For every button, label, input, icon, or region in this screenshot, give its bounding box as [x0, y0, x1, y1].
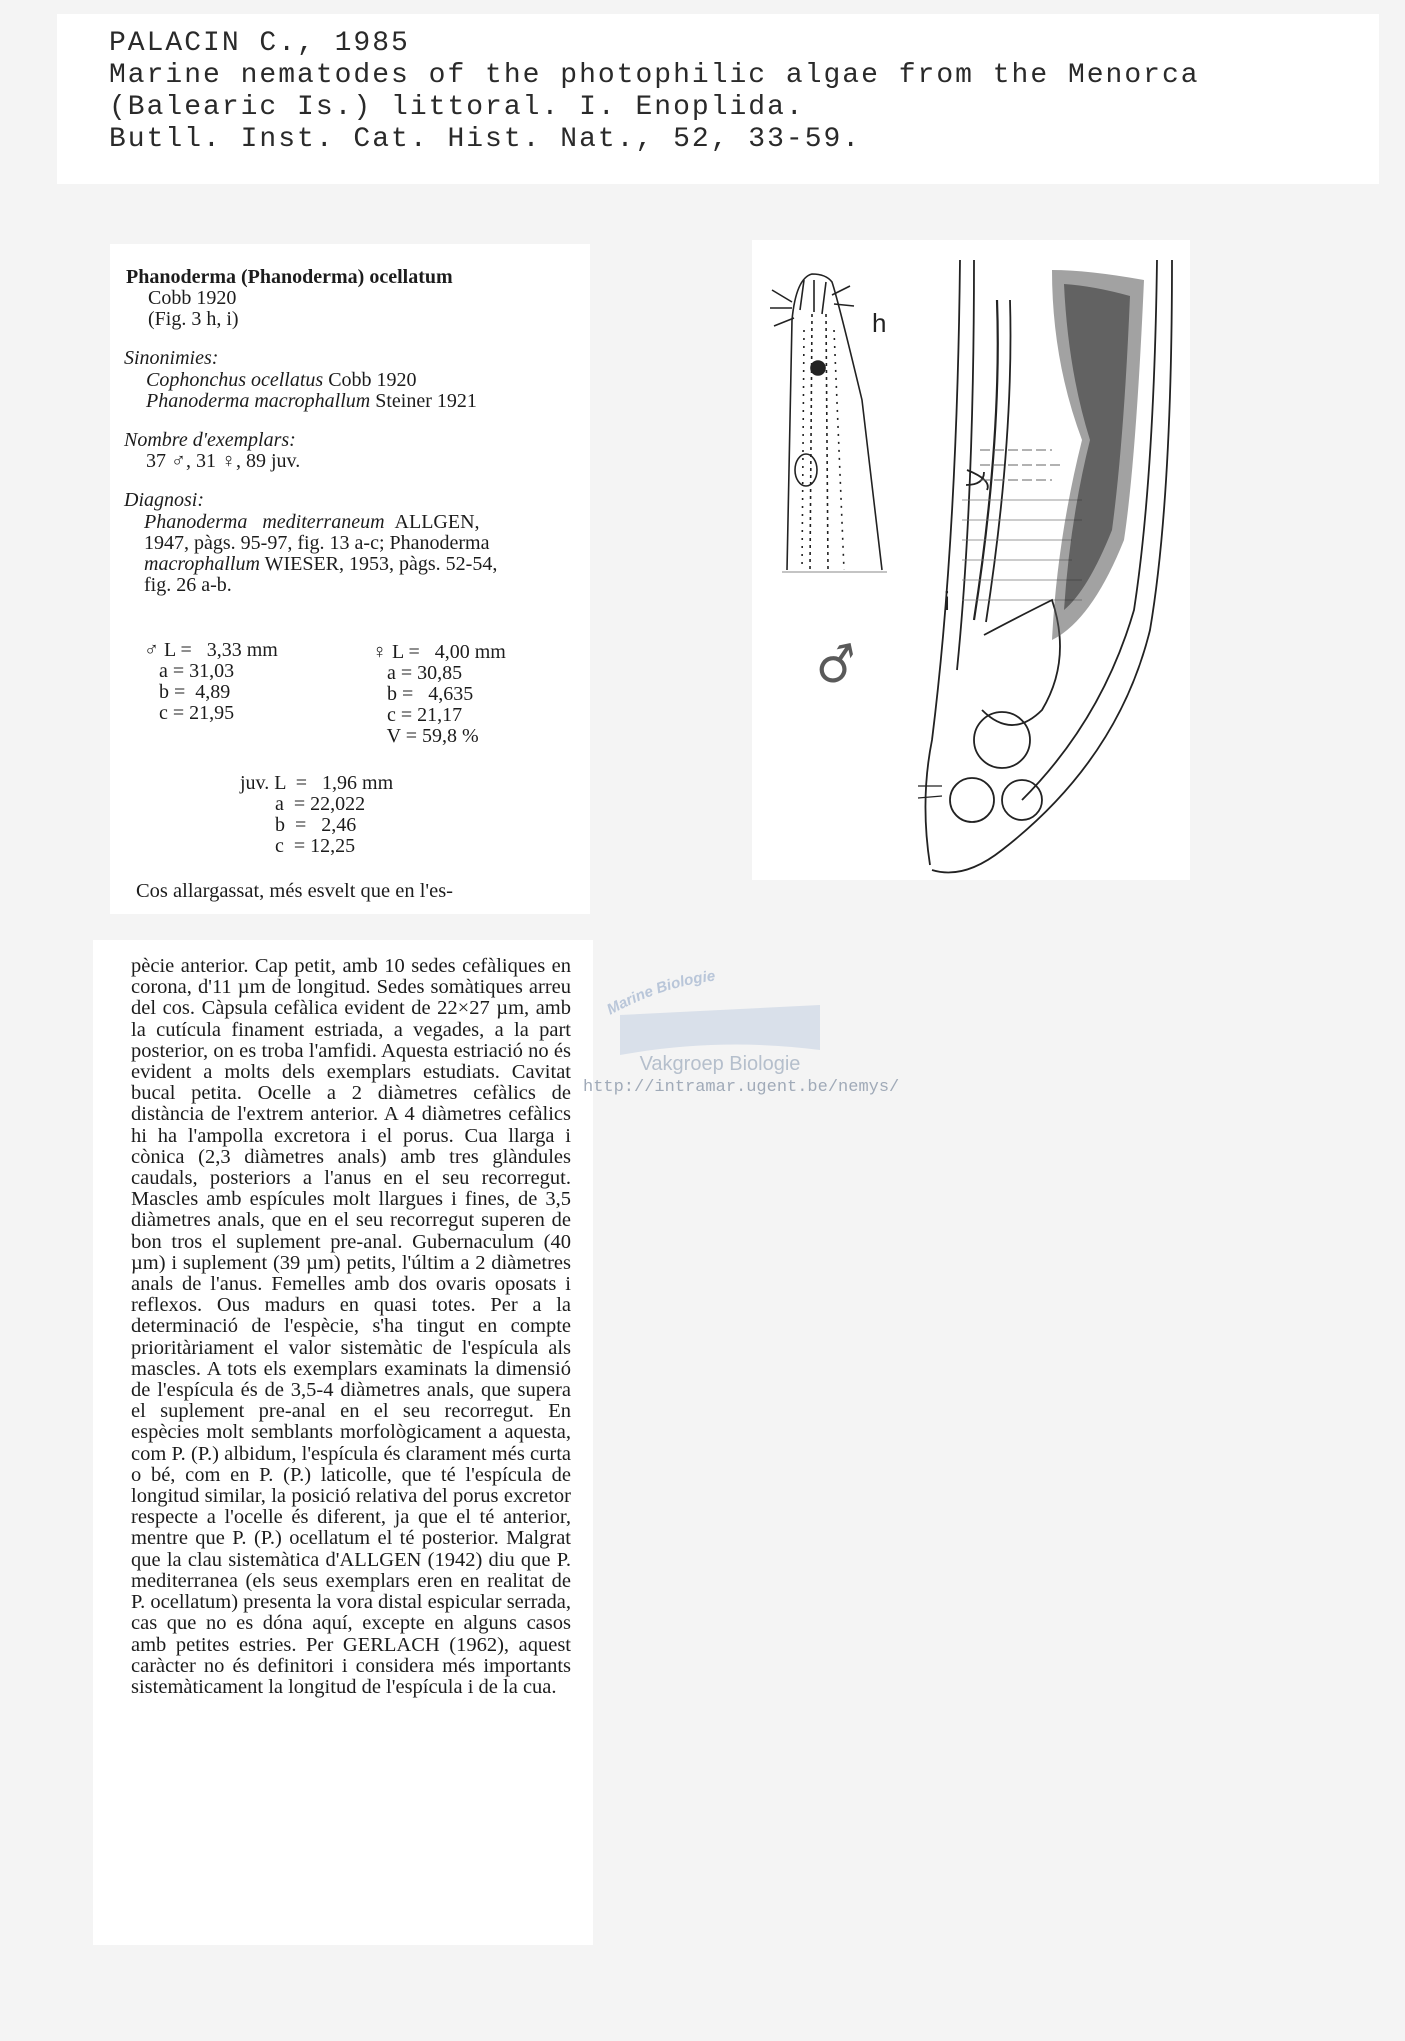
species-author: Cobb 1920	[148, 287, 237, 309]
citation-title-1: Marine nematodes of the photophilic algae from the Menorca	[109, 60, 1200, 91]
watermark-url: http://intramar.ugent.be/nemys/	[583, 1078, 900, 1097]
description-clipping	[93, 940, 593, 1945]
female-c: c = 21,17	[372, 704, 463, 726]
juv-c: c = 12,25	[240, 835, 356, 857]
citation-header	[57, 14, 1379, 184]
female-a: a = 30,85	[372, 662, 463, 684]
diagnosis-heading: Diagnosi:	[124, 489, 204, 511]
synonyms-heading: Sinonimies:	[124, 347, 219, 369]
watermark-arc-text: Marine Biologie	[604, 967, 717, 1019]
male-L: ♂ L = 3,33 mm	[144, 639, 278, 661]
specimens-heading: Nombre d'exemplars:	[124, 429, 296, 451]
figure-label-i: i	[944, 586, 950, 616]
citation-author: PALACIN C., 1985	[109, 28, 410, 59]
description-text	[131, 956, 571, 1698]
male-b: b = 4,89	[144, 681, 231, 703]
juv-a: a = 22,022	[240, 793, 366, 815]
citation-title-2: (Balearic Is.) littoral. I. Enoplida.	[109, 92, 805, 123]
synonym-2: Phanoderma macrophallum Steiner 1921	[146, 390, 477, 412]
granular-gonad	[1052, 270, 1144, 640]
figure-h-head	[770, 274, 887, 572]
female-L: ♀ L = 4,00 mm	[372, 641, 506, 663]
diagnosis-line-2: 1947, pàgs. 95-97, fig. 13 a-c; Phanoderma	[144, 532, 490, 554]
male-c: c = 21,95	[144, 702, 235, 724]
watermark-text: Vakgroep Biologie	[639, 1053, 801, 1075]
male-a: a = 31,03	[144, 660, 235, 682]
juv-b: b = 2,46	[240, 814, 357, 836]
diagnosis-line-1: Phanoderma mediterraneum ALLGEN,	[144, 511, 480, 533]
figure-clipping	[752, 240, 1190, 880]
specimens-count: 37 ♂, 31 ♀, 89 juv.	[146, 450, 301, 472]
juv-L: juv. L = 1,96 mm	[240, 772, 394, 794]
species-name: Phanoderma (Phanoderma) ocellatum	[126, 266, 453, 288]
handwritten-male-symbol: ♂	[809, 633, 864, 697]
svg-text:Marine Biologie	[604, 968, 716, 1019]
species-clipping	[110, 244, 590, 914]
diagnosis-line-3: macrophallum WIESER, 1953, pàgs. 52-54,	[144, 553, 498, 575]
nematode-illustration	[752, 240, 1190, 880]
figure-reference: (Fig. 3 h, i)	[148, 308, 239, 330]
figure-label-h: h	[872, 308, 887, 338]
female-b: b = 4,635	[372, 683, 474, 705]
intro-line: Cos allargassat, més esvelt que en l'es-	[136, 880, 453, 902]
synonym-1: Cophonchus ocellatus Cobb 1920	[146, 369, 417, 391]
diagnosis-line-4: fig. 26 a-b.	[144, 574, 232, 596]
description-paragraph: pècie anterior. Cap petit, amb 10 sedes cefàliques en corona, d'11 µm de longitud. Sedes somàtiques arreu del cos. Càpsula cefàlica evident de 22×27 µm, amb la cutícula finament estriada, a vegades, a la part posterior, on es troba l'amfidi. Aquesta estriació no és evident a molts dels exemplars estudiats. Cavitat bucal petita. Ocelle a 2 diàmetres cefàlics de distància de l'extrem anterior. A 4 diàmetres cefàlics hi ha l'ampolla excretora i el porus. Cua llarga i cònica (2,3 diàmetres anals) amb tres glàndules caudals, posteriors a l'anus en el seu recorregut. Mascles amb espícules molt llargues i fines, de 3,5 diàmetres anals, que en el seu recorregut superen de bon tros el suplement pre-anal. Gubernaculum (40 µm) i suplement (39 µm) petits, l'últim a 2 diàmetres anals de l'anus. Femelles amb dos ovaris oposats i reflexos. Ous madurs en quasi totes. Per a la determinació de l'espècie, s'ha tingut en compte prioritàriament el valor sistemàtic de l'espícula als mascles. A tots els exemplars examinats la dimensió de l'espícula és de 3,5-4 diàmetres anals, que supera el suplement pre-anal en el seu recorregut. En espècies molt semblants morfològicament a aquesta, com P. (P.) albidum, l'espícula és clarament més curta o bé, com en P. (P.) laticolle, que té l'espícula de longitud similar, la posició relativa del porus excretor respecte a l'ocelle és diferent, ja que el té anterior, mentre que P. (P.) ocellatum el té posterior. Malgrat que la clau sistemàtica d'ALLGEN (1942) diu que P. mediterranea (els seus exemplars eren en realitat de P. ocellatum) presenta la vora distal espicular serrada, cas que no es dóna aquí, excepte en alguns casos amb petites estries. Per GERLACH (1962), aquest caràcter no és definitori i considera més importants sistemàticament la longitud de l'espícula i de la cua.	[131, 955, 572, 1698]
citation-journal: Butll. Inst. Cat. Hist. Nat., 52, 33-59.	[109, 124, 862, 155]
female-V: V = 59,8 %	[372, 725, 479, 747]
